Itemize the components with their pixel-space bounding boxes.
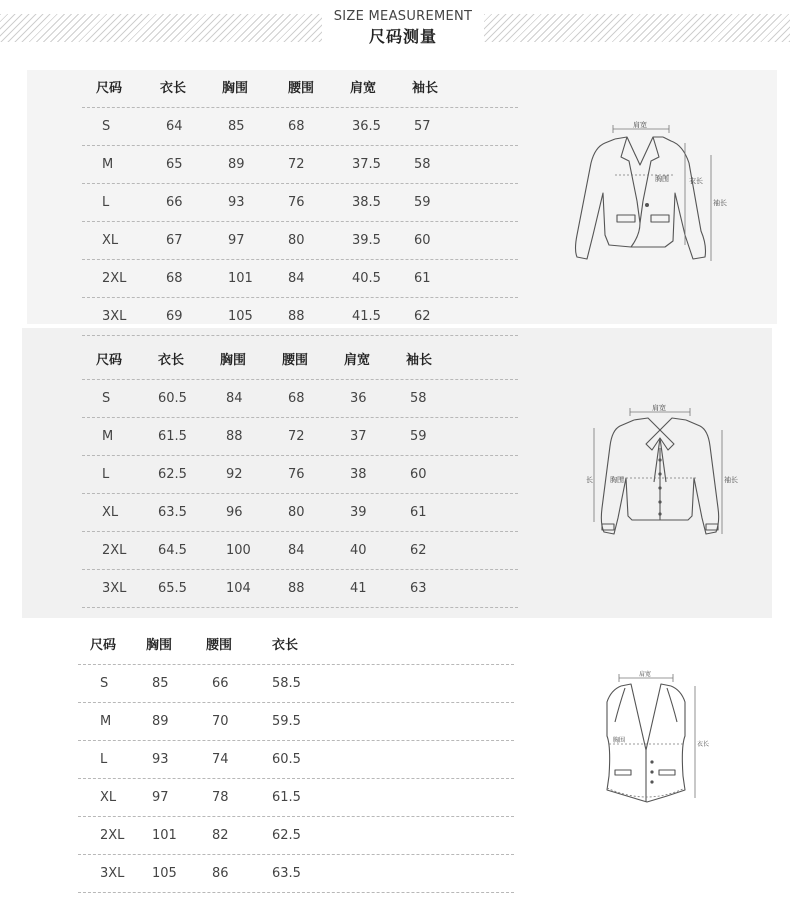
value-cell: 84: [288, 543, 305, 558]
vest-length-label: 衣长: [697, 741, 710, 748]
value-cell: 89: [228, 157, 245, 172]
value-cell: 88: [226, 429, 243, 444]
column-header: 腰围: [288, 81, 315, 96]
value-cell: 86: [212, 866, 229, 881]
column-header: 胸围: [222, 81, 249, 96]
value-cell: 62.5: [272, 828, 301, 843]
column-header: 衣长: [272, 638, 299, 653]
value-cell: 66: [166, 195, 183, 210]
column-header: 腰围: [206, 638, 233, 653]
value-cell: 89: [152, 714, 169, 729]
blouse-measurement-diagram: [582, 398, 742, 543]
row-divider: [78, 892, 514, 893]
size-cell: L: [102, 467, 110, 482]
page-title-cn: 尺码测量: [368, 27, 437, 46]
value-cell: 68: [288, 119, 305, 134]
value-cell: 84: [226, 391, 243, 406]
size-cell: 2XL: [102, 271, 127, 286]
jacket-shoulder-label: 肩宽: [633, 121, 647, 129]
size-cell: M: [100, 714, 112, 729]
value-cell: 61: [410, 505, 427, 520]
value-cell: 88: [288, 309, 305, 324]
column-header: 尺码: [96, 81, 123, 96]
value-cell: 74: [212, 752, 229, 767]
value-cell: 72: [288, 157, 305, 172]
jacket-length-label: 衣长: [689, 177, 703, 185]
jacket-sleeve-label: 袖长: [713, 199, 727, 207]
value-cell: 63.5: [272, 866, 301, 881]
value-cell: 61.5: [158, 429, 187, 444]
vest-shoulder-label: 肩宽: [639, 671, 652, 678]
value-cell: 60.5: [158, 391, 187, 406]
value-cell: 78: [212, 790, 229, 805]
value-cell: 39: [350, 505, 367, 520]
value-cell: 88: [288, 581, 305, 596]
value-cell: 64.5: [158, 543, 187, 558]
value-cell: 100: [226, 543, 251, 558]
value-cell: 70: [212, 714, 229, 729]
value-cell: 41: [350, 581, 367, 596]
size-cell: 2XL: [102, 543, 127, 558]
value-cell: 57: [414, 119, 431, 134]
row-divider: [82, 335, 518, 336]
column-header: 尺码: [90, 638, 117, 653]
size-cell: 3XL: [102, 581, 127, 596]
value-cell: 92: [226, 467, 243, 482]
size-cell: 3XL: [102, 309, 127, 324]
value-cell: 37: [350, 429, 367, 444]
blouse-sleeve-label: 袖长: [724, 476, 738, 484]
value-cell: 97: [152, 790, 169, 805]
value-cell: 62: [414, 309, 431, 324]
size-cell: S: [102, 119, 111, 134]
column-header: 袖长: [412, 81, 439, 96]
header-stripes-left: [0, 14, 322, 42]
value-cell: 37.5: [352, 157, 381, 172]
value-cell: 66: [212, 676, 229, 691]
value-cell: 82: [212, 828, 229, 843]
size-cell: L: [102, 195, 110, 210]
size-cell: L: [100, 752, 108, 767]
size-cell: 2XL: [100, 828, 125, 843]
value-cell: 58: [410, 391, 427, 406]
size-cell: 3XL: [100, 866, 125, 881]
size-cell: XL: [100, 790, 117, 805]
value-cell: 72: [288, 429, 305, 444]
value-cell: 80: [288, 505, 305, 520]
value-cell: 60: [414, 233, 431, 248]
value-cell: 101: [228, 271, 253, 286]
header-stripes-right: [484, 14, 790, 42]
value-cell: 65.5: [158, 581, 187, 596]
row-divider: [82, 607, 518, 608]
value-cell: 59: [414, 195, 431, 210]
value-cell: 104: [226, 581, 251, 596]
value-cell: 58.5: [272, 676, 301, 691]
size-cell: S: [102, 391, 111, 406]
value-cell: 68: [288, 391, 305, 406]
column-header: 衣长: [160, 81, 187, 96]
column-header: 袖长: [406, 353, 433, 368]
jacket-chest-label: 胸围: [655, 175, 669, 183]
value-cell: 59: [410, 429, 427, 444]
size-cell: M: [102, 157, 114, 172]
page-title-en: SIZE MEASUREMENT: [333, 9, 473, 24]
value-cell: 36: [350, 391, 367, 406]
value-cell: 80: [288, 233, 305, 248]
column-header: 胸围: [220, 353, 247, 368]
value-cell: 58: [414, 157, 431, 172]
value-cell: 61: [414, 271, 431, 286]
value-cell: 60.5: [272, 752, 301, 767]
value-cell: 40.5: [352, 271, 381, 286]
size-cell: XL: [102, 233, 119, 248]
value-cell: 38: [350, 467, 367, 482]
size-cell: XL: [102, 505, 119, 520]
value-cell: 39.5: [352, 233, 381, 248]
value-cell: 68: [166, 271, 183, 286]
value-cell: 63.5: [158, 505, 187, 520]
value-cell: 105: [228, 309, 253, 324]
value-cell: 40: [350, 543, 367, 558]
value-cell: 36.5: [352, 119, 381, 134]
value-cell: 105: [152, 866, 177, 881]
value-cell: 96: [226, 505, 243, 520]
value-cell: 67: [166, 233, 183, 248]
vest-measurement-diagram: [597, 666, 710, 811]
value-cell: 64: [166, 119, 183, 134]
value-cell: 101: [152, 828, 177, 843]
value-cell: 61.5: [272, 790, 301, 805]
value-cell: 97: [228, 233, 245, 248]
size-cell: S: [100, 676, 109, 691]
value-cell: 59.5: [272, 714, 301, 729]
column-header: 尺码: [96, 353, 123, 368]
value-cell: 41.5: [352, 309, 381, 324]
value-cell: 84: [288, 271, 305, 286]
size-cell: M: [102, 429, 114, 444]
value-cell: 60: [410, 467, 427, 482]
value-cell: 85: [152, 676, 169, 691]
column-header: 肩宽: [344, 353, 371, 368]
value-cell: 76: [288, 195, 305, 210]
value-cell: 65: [166, 157, 183, 172]
value-cell: 76: [288, 467, 305, 482]
blouse-length-label: 长: [586, 476, 593, 484]
value-cell: 93: [152, 752, 169, 767]
value-cell: 62: [410, 543, 427, 558]
blouse-shoulder-label: 肩宽: [652, 404, 666, 412]
value-cell: 69: [166, 309, 183, 324]
value-cell: 38.5: [352, 195, 381, 210]
column-header: 肩宽: [350, 81, 377, 96]
column-header: 胸围: [146, 638, 173, 653]
value-cell: 63: [410, 581, 427, 596]
value-cell: 62.5: [158, 467, 187, 482]
column-header: 衣长: [158, 353, 185, 368]
column-header: 腰围: [282, 353, 309, 368]
blouse-chest-label: 胸围: [610, 476, 624, 484]
vest-chest-label: 胸围: [613, 737, 626, 744]
jacket-measurement-diagram: [565, 115, 730, 270]
value-cell: 85: [228, 119, 245, 134]
value-cell: 93: [228, 195, 245, 210]
